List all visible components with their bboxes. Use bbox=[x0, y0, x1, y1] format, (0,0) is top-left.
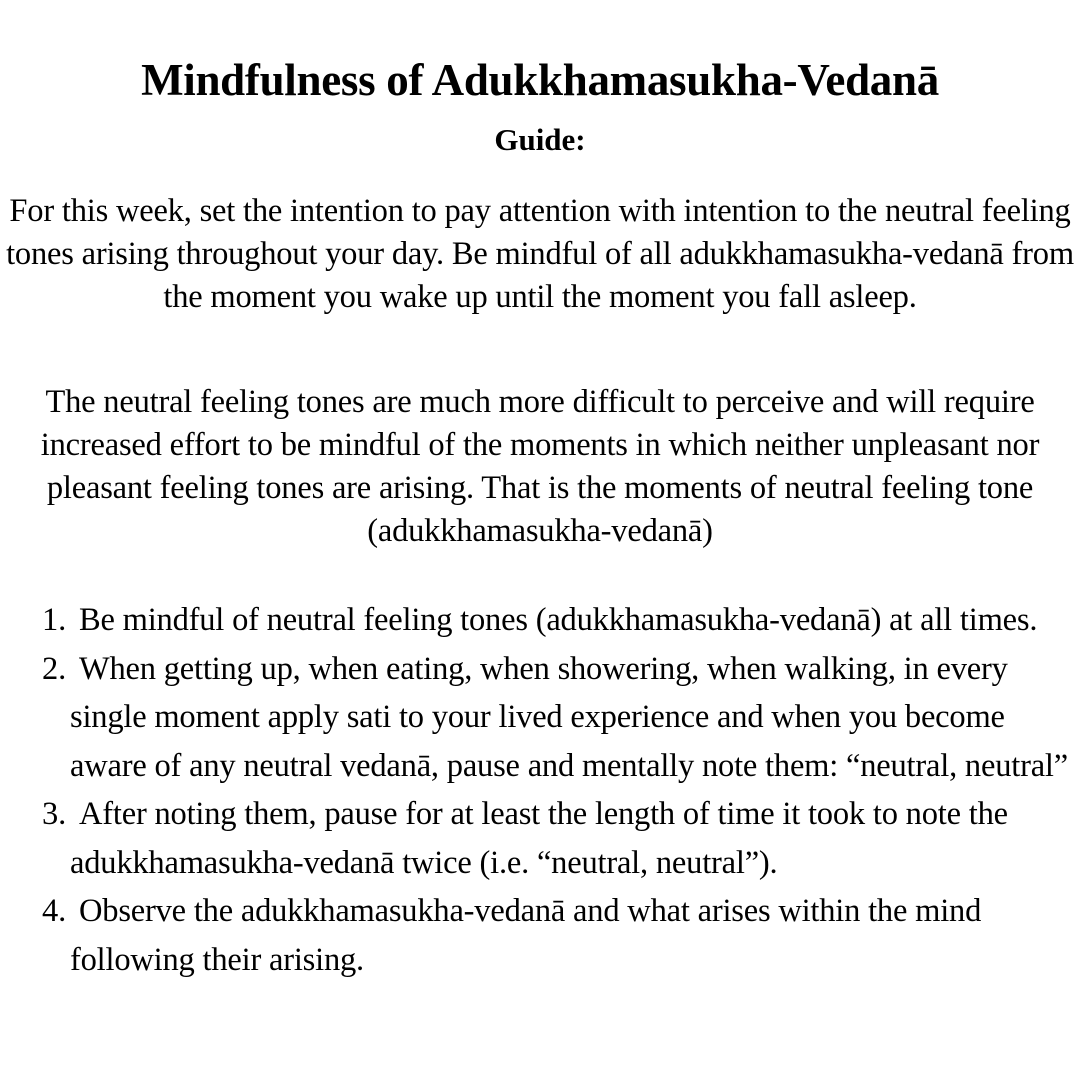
explanation-paragraph: The neutral feeling tones are much more difficult to perceive and will require increased effort to be mindful of the moments in which neither unpleasant nor pleasant feeling tones are arising. That is the moments of neutral feeling tone (adukkhamasukha-vedanā) bbox=[40, 384, 1040, 549]
list-item bbox=[0, 596, 1080, 645]
page-title: Mindfulness of Adukkhamasukha-Vedanā bbox=[141, 55, 939, 105]
list-item-number: 1. bbox=[42, 602, 66, 638]
instruction-list bbox=[0, 596, 1080, 984]
intro-paragraph: For this week, set the intention to pay attention with intention to the neutral feeling tones arising throughout your day. Be mindful of all adukkhamasukha-vedanā from the moment you wake up until the moment you fall asleep. bbox=[6, 193, 1074, 315]
list-item bbox=[0, 645, 1080, 791]
list-item-number: 4. bbox=[42, 893, 66, 929]
list-item-number: 2. bbox=[42, 650, 66, 687]
page-subtitle: Guide: bbox=[494, 122, 586, 157]
list-item-text: Be mindful of neutral feeling tones (adukkhamasukha-vedanā) at all times. bbox=[79, 602, 1038, 638]
list-item-text: When getting up, when eating, when showering, when walking, in every single moment apply sati to your lived experience and when you become aware of any neutral vedanā, pause and mentally note them: “neutral, neutral” bbox=[70, 650, 1068, 784]
list-item bbox=[0, 790, 1080, 887]
list-item bbox=[0, 887, 1080, 984]
list-item-text: After noting them, pause for at least the length of time it took to note the adukkhamasukha-vedanā twice (i.e. “neutral, neutral”). bbox=[70, 796, 1008, 881]
list-item-text: Observe the adukkhamasukha-vedanā and what arises within the mind following their arising. bbox=[70, 893, 982, 978]
list-item-number: 3. bbox=[42, 796, 66, 832]
